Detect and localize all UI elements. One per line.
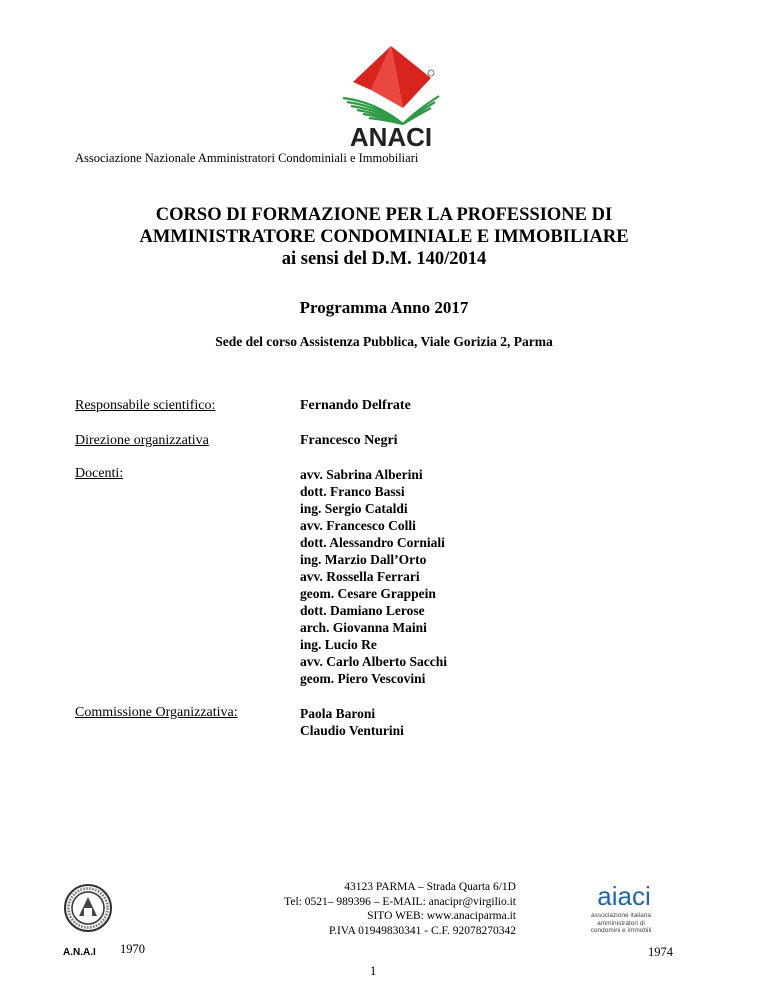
course-venue: Sede del corso Assistenza Pubblica, Viale Gorizia 2, Parma [215, 334, 553, 349]
page-number: 1 [370, 964, 377, 978]
docente-item: dott. Franco Bassi [300, 484, 405, 499]
docente-item: dott. Damiano Lerose [300, 603, 425, 618]
docente-item: ing. Marzio Dall’Orto [300, 552, 427, 567]
course-title-line1: CORSO DI FORMAZIONE PER LA PROFESSIONE DI [155, 205, 613, 225]
docente-item: geom. Piero Vescovini [300, 671, 426, 686]
docente-item: ing. Sergio Cataldi [300, 501, 408, 516]
commissione-item: Paola Baroni [300, 706, 376, 721]
aiaci-subtitle: associazione italiana amministratori di condomini e immobili [590, 912, 652, 934]
footer-contacts [210, 880, 516, 938]
responsabile-value: Fernando Delfrate [300, 398, 411, 413]
responsabile-label: Responsabile scientifico: [75, 398, 216, 413]
docente-item: avv. Francesco Colli [300, 518, 416, 533]
docenti-list [300, 466, 447, 687]
footer-tax-ids: P.IVA 01949830341 - C.F. 92078270342 [328, 924, 516, 937]
registered-icon [428, 70, 434, 76]
aiaci-year: 1974 [648, 945, 673, 959]
anaci-logo-text: ANACI [349, 122, 433, 152]
docente-item: ing. Lucio Re [300, 637, 377, 652]
docente-item: arch. Giovanna Maini [300, 620, 427, 635]
docente-item: geom. Cesare Grappein [300, 586, 436, 601]
commissione-item: Claudio Venturini [300, 723, 404, 738]
commissione-list [300, 705, 404, 739]
footer-address: 43123 PARMA – Strada Quarta 6/1D [344, 881, 516, 893]
aiaci-logo-text: aiaci [597, 882, 651, 910]
docenti-label: Docenti: [75, 466, 124, 481]
anaci-red-fan [353, 46, 431, 108]
docente-item: dott. Alessandro Corniali [300, 535, 445, 550]
anai-year: 1970 [120, 942, 145, 956]
anai-label: A.N.A.I [63, 947, 96, 958]
footer-tel-email: Tel: 0521– 989396 – E-MAIL: anacipr@virgilio.it [284, 895, 516, 908]
docente-item: avv. Carlo Alberto Sacchi [300, 654, 447, 669]
anai-seal-logo [63, 883, 113, 933]
docente-item: avv. Sabrina Alberini [300, 467, 423, 482]
course-title-line2: AMMINISTRATORE CONDOMINIALE E IMMOBILIARE [139, 227, 629, 247]
commissione-label: Commissione Organizzativa: [75, 705, 238, 720]
direzione-value: Francesco Negri [300, 433, 398, 448]
direzione-label: Direzione organizzativa [75, 433, 209, 448]
program-year: Programma Anno 2017 [299, 298, 469, 317]
footer-website: SITO WEB: www.anaciparma.it [367, 910, 516, 922]
docente-item: avv. Rossella Ferrari [300, 569, 420, 584]
association-name: Associazione Nazionale Amministratori Condominiali e Immobiliari [75, 151, 419, 165]
aiaci-logo [587, 882, 661, 910]
course-title-line3: ai sensi del D.M. 140/2014 [281, 249, 487, 269]
